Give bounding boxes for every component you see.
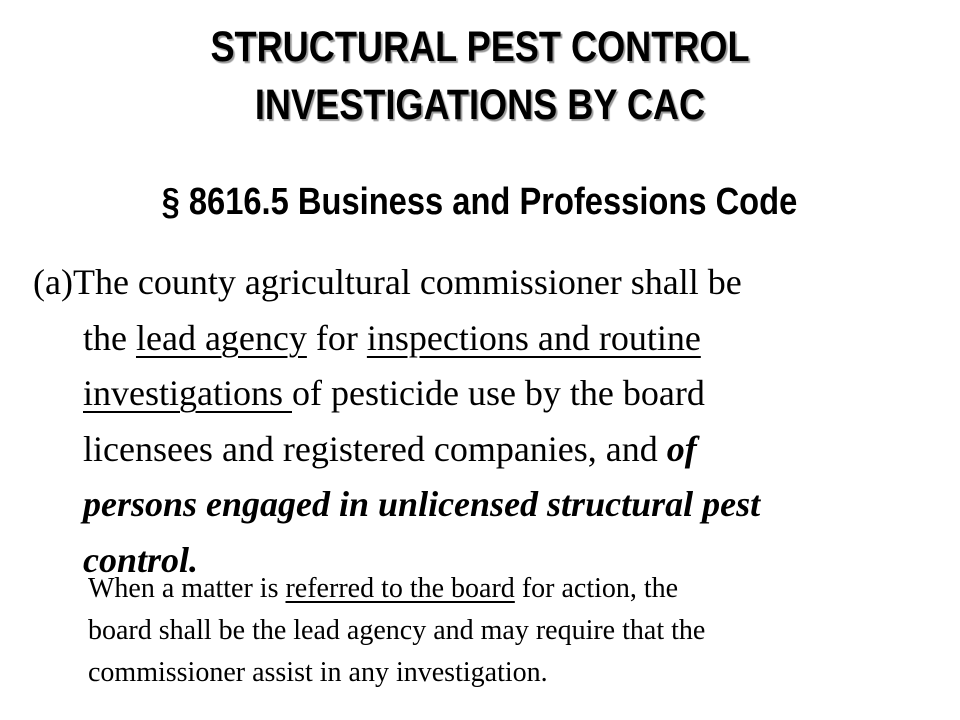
emphasis-of: of [666, 428, 697, 469]
investigations-underlined: investigations [83, 373, 292, 413]
section-a-line-5: persons engaged in unlicensed structural pest [83, 484, 761, 524]
section-a-line-4: licensees and registered companies, and of [83, 428, 697, 469]
section-b-line-1: When a matter is referred to the board for action, the [88, 573, 679, 604]
inspections-underlined: inspections and routine [366, 317, 701, 358]
section-a-paragraph [33, 255, 933, 588]
slide-title [77, 18, 883, 134]
lead-agency-underlined: lead agency [135, 317, 307, 358]
section-a-line-2: the lead agency for inspections and routine [83, 317, 701, 358]
section-b-line-3: commissioner assist in any investigation. [88, 657, 548, 688]
slide-title-line-1: STRUCTURAL PEST CONTROL [210, 23, 750, 71]
referred-to-board-underlined: referred to the board [285, 573, 515, 604]
section-b-line-2: board shall be the lead agency and may require that the [88, 615, 706, 646]
slide-subtitle: § 8616.5 Business and Professions Code [161, 181, 798, 223]
section-b-paragraph [88, 568, 938, 694]
slide-title-line-2: INVESTIGATIONS BY CAC [254, 81, 706, 129]
section-a-line-3: investigations of pesticide use by the board [83, 373, 705, 413]
section-a-line-6: control. [83, 539, 199, 580]
section-a-line-1: (a)The county agricultural commissioner shall be [33, 262, 742, 302]
